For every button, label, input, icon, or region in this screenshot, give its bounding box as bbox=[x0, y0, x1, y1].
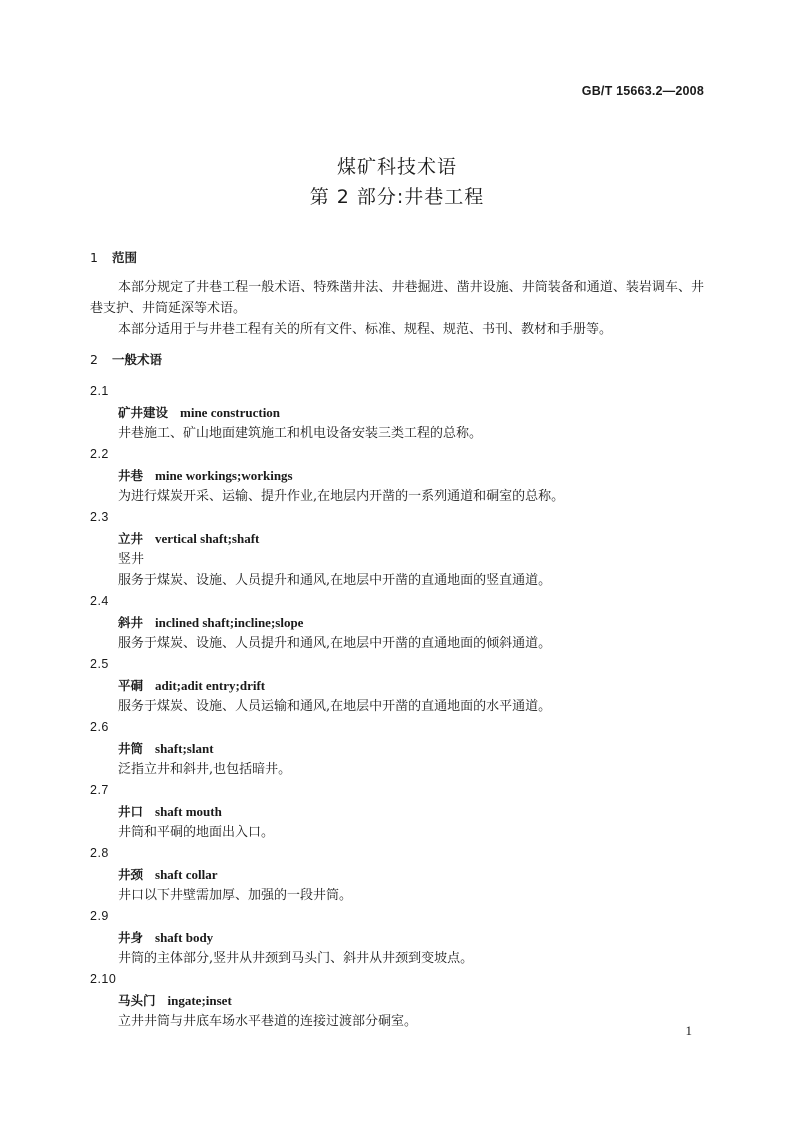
term-english: shaft mouth bbox=[155, 804, 222, 819]
document-body bbox=[90, 247, 704, 1032]
term-number: 2.1 bbox=[90, 384, 109, 398]
term-entry bbox=[90, 381, 704, 444]
term-entry bbox=[90, 780, 704, 843]
term-number: 2.8 bbox=[90, 846, 109, 860]
term-heading bbox=[90, 927, 704, 948]
term-entry bbox=[90, 507, 704, 591]
term-chinese: 井颈 bbox=[118, 867, 144, 882]
term-chinese: 井身 bbox=[118, 930, 144, 945]
page-number: 1 bbox=[685, 1023, 692, 1038]
term-chinese: 井筒 bbox=[118, 741, 144, 756]
term-english: shaft collar bbox=[155, 867, 218, 882]
term-list bbox=[90, 381, 704, 1032]
term-heading bbox=[90, 864, 704, 885]
term-chinese: 立井 bbox=[118, 531, 144, 546]
term-english: shaft;slant bbox=[155, 741, 214, 756]
term-chinese: 平硐 bbox=[118, 678, 144, 693]
term-entry bbox=[90, 591, 704, 654]
term-number: 2.6 bbox=[90, 720, 109, 734]
term-english: vertical shaft;shaft bbox=[155, 531, 260, 546]
document-title bbox=[0, 152, 794, 212]
term-chinese: 井口 bbox=[118, 804, 144, 819]
term-english: mine construction bbox=[180, 405, 281, 420]
term-number: 2.5 bbox=[90, 657, 109, 671]
term-entry bbox=[90, 444, 704, 507]
term-english: ingate;inset bbox=[167, 993, 232, 1008]
term-english: adit;adit entry;drift bbox=[155, 678, 266, 693]
term-heading bbox=[90, 738, 704, 759]
section-heading bbox=[90, 349, 704, 370]
section-title: 一般术语 bbox=[112, 352, 163, 367]
term-heading bbox=[90, 465, 704, 486]
term-number: 2.10 bbox=[90, 972, 117, 986]
term-number: 2.9 bbox=[90, 909, 109, 923]
term-definition: 井筒的主体部分,竖井从井颈到马头门、斜井从井颈到变坡点。 bbox=[118, 951, 474, 966]
term-definition: 服务于煤炭、设施、人员提升和通风,在地层中开凿的直通地面的竖直通道。 bbox=[118, 573, 552, 588]
term-chinese: 斜井 bbox=[118, 615, 144, 630]
term-heading bbox=[90, 402, 704, 423]
term-definition: 服务于煤炭、设施、人员提升和通风,在地层中开凿的直通地面的倾斜通道。 bbox=[118, 636, 552, 651]
section-title: 范围 bbox=[112, 250, 138, 265]
title-part: 第 2 部分:井巷工程 bbox=[309, 186, 485, 208]
title-main: 煤矿科技术语 bbox=[336, 156, 457, 178]
term-heading bbox=[90, 528, 704, 549]
term-entry bbox=[90, 969, 704, 1032]
term-entry bbox=[90, 843, 704, 906]
scope-paragraph: 本部分规定了井巷工程一般术语、特殊凿井法、井巷掘进、凿井设施、井筒装备和通道、装岩调车、井巷支护、井筒延深等术语。 bbox=[90, 280, 704, 316]
term-heading bbox=[90, 801, 704, 822]
term-number: 2.4 bbox=[90, 594, 109, 608]
term-definition: 为进行煤炭开采、运输、提升作业,在地层内开凿的一系列通道和硐室的总称。 bbox=[118, 489, 565, 504]
section-number: 1 bbox=[90, 250, 98, 265]
term-synonym: 竖井 bbox=[118, 552, 145, 567]
term-english: inclined shaft;incline;slope bbox=[155, 615, 304, 630]
term-number: 2.3 bbox=[90, 510, 109, 524]
term-chinese: 矿井建设 bbox=[118, 405, 169, 420]
term-number: 2.7 bbox=[90, 783, 109, 797]
term-entry bbox=[90, 717, 704, 780]
section-number: 2 bbox=[90, 352, 98, 367]
term-definition: 井筒和平硐的地面出入口。 bbox=[118, 825, 275, 840]
standard-number: GB/T 15663.2—2008 bbox=[581, 84, 704, 98]
term-definition: 立井井筒与井底车场水平巷道的连接过渡部分硐室。 bbox=[118, 1014, 418, 1029]
term-heading bbox=[90, 612, 704, 633]
section-heading bbox=[90, 247, 704, 268]
scope-paragraph: 本部分适用于与井巷工程有关的所有文件、标准、规程、规范、书刊、教材和手册等。 bbox=[118, 322, 613, 337]
term-entry bbox=[90, 654, 704, 717]
term-heading bbox=[90, 675, 704, 696]
term-definition: 井口以下井壁需加厚、加强的一段井筒。 bbox=[118, 888, 353, 903]
term-heading bbox=[90, 990, 704, 1011]
term-chinese: 井巷 bbox=[118, 468, 144, 483]
term-english: mine workings;workings bbox=[155, 468, 293, 483]
term-entry bbox=[90, 906, 704, 969]
term-definition: 井巷施工、矿山地面建筑施工和机电设备安装三类工程的总称。 bbox=[118, 426, 483, 441]
term-number: 2.2 bbox=[90, 447, 109, 461]
term-chinese: 马头门 bbox=[118, 993, 156, 1008]
term-definition: 服务于煤炭、设施、人员运输和通风,在地层中开凿的直通地面的水平通道。 bbox=[118, 699, 552, 714]
term-definition: 泛指立井和斜井,也包括暗井。 bbox=[118, 762, 292, 777]
term-english: shaft body bbox=[155, 930, 214, 945]
